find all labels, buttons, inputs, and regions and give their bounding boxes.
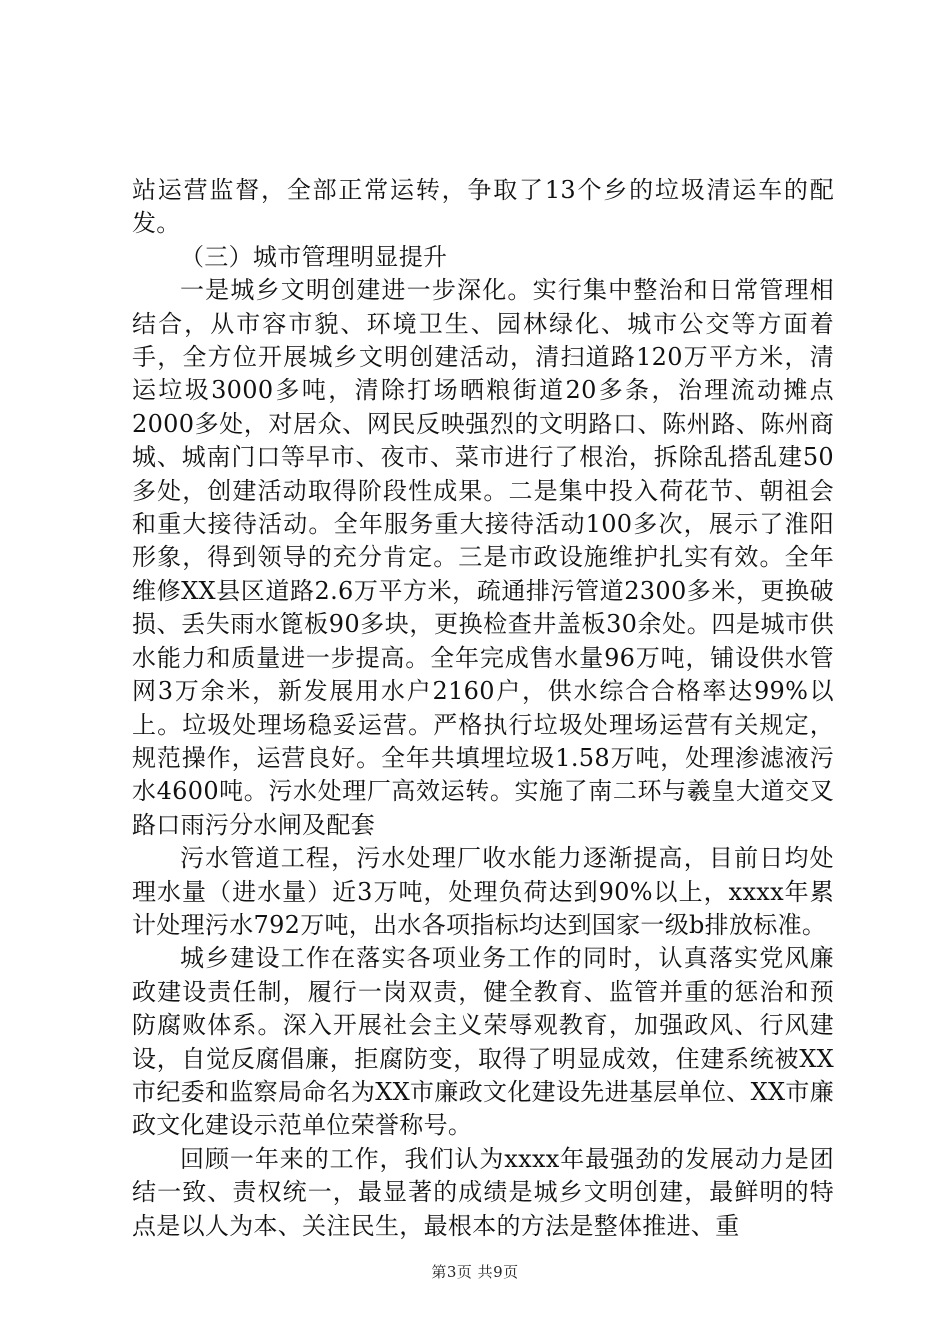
paragraph-sewage-project: 污水管道工程，污水处理厂收水能力逐渐提高，目前日均处理水量（进水量）近3万吨，处理负荷达到90%以上，xxxx年累计处理污水792万吨，出水各项指标均达到国家一级b排放标准。 — [132, 844, 834, 939]
paragraph-review: 回顾一年来的工作，我们认为xxxx年最强劲的发展动力是团结一致、责权统一，最显著的成绩是城乡文明创建，最鲜明的特点是以人为本、关注民生，最根本的方法是整体推进、重 — [132, 1144, 834, 1240]
page-footer: 第3页 共9页 — [431, 1263, 519, 1281]
paragraph-integrity-building: 城乡建设工作在落实各项业务工作的同时，认真落实党风廉政建设责任制，履行一岗双责，健全教育、监管并重的惩治和预防腐败体系。深入开展社会主义荣辱观教育，加强政风、行风建设，自觉反腐倡廉，拒腐防变，取得了明显成效，住建系统被XX市纪委和监察局命名为XX市廉政文化建设先进基层单位、XX市廉政文化建设示范单位荣誉称号。 — [132, 944, 834, 1140]
document-body — [132, 174, 834, 1243]
paragraph-city-management: 一是城乡文明创建进一步深化。实行集中整治和日常管理相结合，从市容市貌、环境卫生、园林绿化、城市公交等方面着手，全方位开展城乡文明创建活动，清扫道路120万平方米，清运垃圾3000多吨，清除打场晒粮街道20多条，治理流动摊点2000多处，对居众、网民反映强烈的文明路口、陈州路、陈州商城、城南门口等早市、夜市、菜市进行了根治，拆除乱搭乱建50多处，创建活动取得阶段性成果。二是集中投入荷花节、朝祖会和重大接待活动。全年服务重大接待活动100多次，展示了淮阳形象，得到领导的充分肯定。三是市政设施维护扎实有效。全年维修XX县区道路2.6万平方米，疏通排污管道2300多米，更换破损、丢失雨水篦板90多块，更换检查井盖板30余处。四是城市供水能力和质量进一步提高。全年完成售水量96万吨，铺设供水管网3万余米，新发展用水户2160户，供水综合合格率达99%以上。垃圾处理场稳妥运营。严格执行垃圾处理场运营有关规定，规范操作，运营良好。全年共填埋垃圾1.58万吨，处理渗滤液污水4600吨。污水处理厂高效运转。实施了南二环与羲皇大道交叉路口雨污分水闸及配套 — [132, 276, 834, 839]
section-heading: （三）城市管理明显提升 — [180, 242, 448, 271]
paragraph-continuation: 站运营监督，全部正常运转，争取了13个乡的垃圾清运车的配发。 — [132, 176, 834, 238]
